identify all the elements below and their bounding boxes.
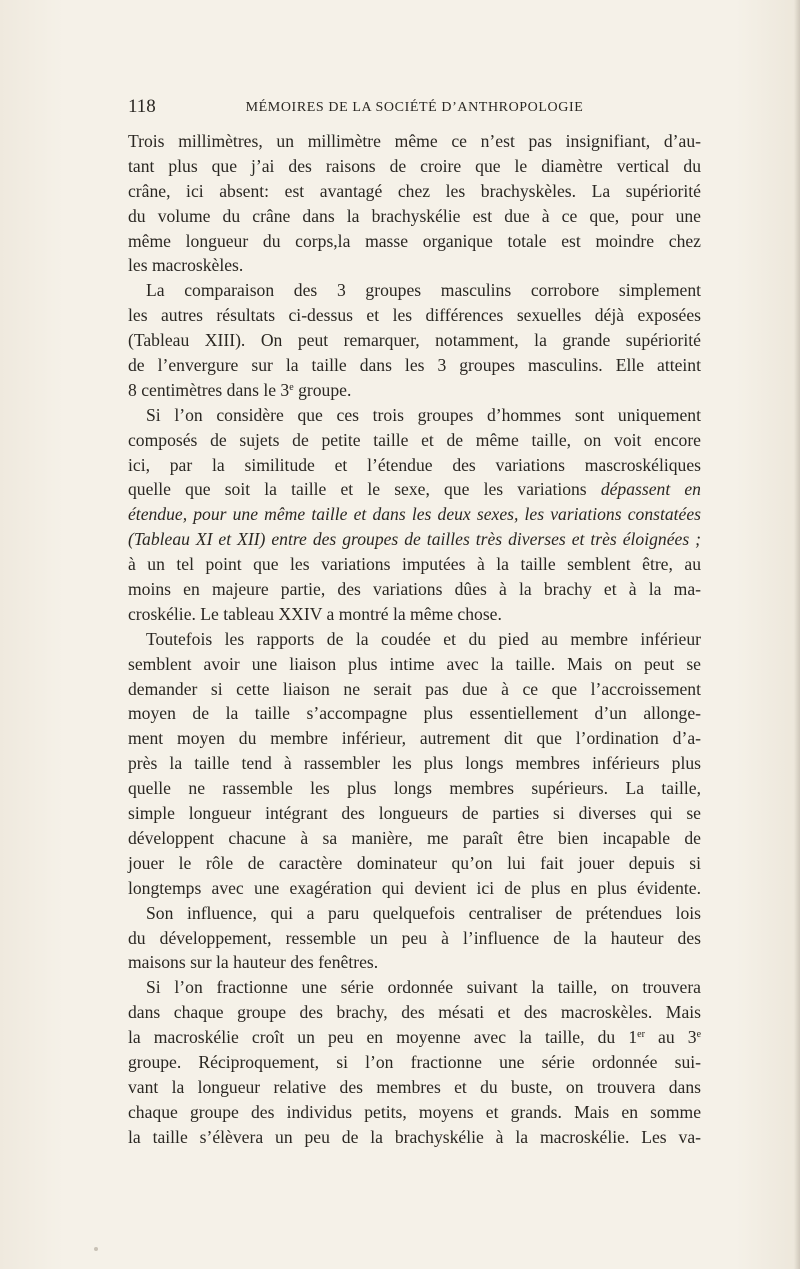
text-line: jouer le rôle de caractère dominateur qu’on lui fait jouer depuis si	[128, 852, 701, 873]
text-line: moyen de la taille s’accompagne plus essentiellement d’un allonge-	[128, 703, 701, 724]
text-fragment: groupe.	[293, 379, 352, 400]
text-line	[128, 378, 701, 403]
text-fragment: quelle que soit la taille et le sexe, que les variations	[128, 479, 601, 500]
text-line: du développement, ressemble un peu à l’influence de la hauteur des	[128, 927, 701, 948]
text-line: ment moyen du membre inférieur, autrement dit que l’ordination d’a-	[128, 728, 701, 749]
text-line: du volume du crâne dans la brachyskélie est due à ce que, pour une	[128, 205, 701, 226]
superscript: e	[696, 1029, 702, 1041]
page-number: 118	[128, 96, 156, 117]
italic-fragment: dépassent en	[600, 479, 701, 500]
text-line: moins en majeure partie, des variations dûes à la brachy et à la ma-	[128, 579, 701, 600]
text-line: chaque groupe des individus petits, moyens et grands. Mais en somme	[128, 1101, 701, 1122]
text-fragment: au 3	[644, 1027, 697, 1048]
text-line: (Tableau XI et XII) entre des groupes de tailles très diverses et très éloignées ;	[128, 529, 701, 550]
running-head	[128, 96, 701, 118]
text-line: maisons sur la hauteur des fenêtres.	[128, 952, 379, 973]
text-line: Si l’on fractionne une série ordonnée suivant la taille, on trouvera	[146, 977, 701, 998]
text-line: simple longueur intégrant des longueurs de parties si diverses qui se	[128, 803, 701, 824]
text-line: de l’envergure sur la taille dans les 3 groupes masculins. Elle atteint	[128, 355, 701, 376]
text-line: Son influence, qui a paru quelquefois centraliser de prétendues lois	[146, 902, 701, 923]
text-fragment: 8 centimètres dans le 3	[128, 379, 290, 400]
text-line: la taille s’élèvera un peu de la brachyskélie à la macroskélie. Les va-	[128, 1126, 701, 1147]
text-line: développent chacune à sa manière, me paraît être bien incapable de	[128, 827, 701, 848]
text-line: près la taille tend à rassembler les plus longs membres inférieurs plus	[128, 753, 701, 774]
text-line: vant la longueur relative des membres et du buste, on trouvera dans	[128, 1076, 701, 1097]
text-line: semblent avoir une liaison plus intime avec la taille. Mais on peut se	[128, 653, 701, 674]
text-line: croskélie. Le tableau XXIV a montré la même chose.	[128, 603, 502, 624]
text-line: longtemps avec une exagération qui devient ici de plus en plus évidente.	[128, 877, 701, 898]
journal-title: MÉMOIRES DE LA SOCIÉTÉ D’ANTHROPOLOGIE	[245, 100, 584, 115]
text-fragment: la macroskélie croît un peu en moyenne avec la taille, du 1	[128, 1027, 638, 1048]
text-line: les autres résultats ci-dessus et les différences sexuelles déjà exposées	[128, 305, 701, 326]
text-line: Toutefois les rapports de la coudée et du pied au membre inférieur	[146, 628, 701, 649]
text-line: Trois millimètres, un millimètre même ce n’est pas insignifiant, d’au-	[128, 131, 701, 151]
text-line: groupe. Réciproquement, si l’on fractionne une série ordonnée sui-	[128, 1051, 701, 1072]
text-line: dans chaque groupe des brachy, des mésati et des macroskèles. Mais	[128, 1002, 701, 1023]
text-line: (Tableau XIII). On peut remarquer, notamment, la grande supériorité	[128, 330, 701, 351]
page-edge-shadow	[794, 0, 800, 1269]
text-line	[128, 1025, 701, 1050]
superscript: er	[637, 1029, 645, 1041]
text-line: les macroskèles.	[128, 255, 244, 276]
text-line: La comparaison des 3 groupes masculins corrobore simplement	[146, 280, 701, 301]
text-line: composés de sujets de petite taille et de même taille, on voit encore	[128, 429, 701, 450]
superscript: e	[289, 381, 294, 393]
text-line: même longueur du corps,la masse organique totale est moindre chez	[128, 230, 701, 251]
body-text	[128, 129, 701, 1150]
text-line: tant plus que j’ai des raisons de croire que le diamètre vertical du	[128, 155, 701, 176]
text-line: demander si cette liaison ne serait pas due à ce que l’accroissement	[128, 678, 701, 699]
text-line: ici, par la similitude et l’étendue des variations mascroskéliques	[128, 454, 701, 475]
text-line: à un tel point que les variations imputées à la taille semblent être, au	[128, 554, 701, 575]
text-line: quelle ne rassemble les plus longs membres supérieurs. La taille,	[128, 778, 701, 799]
text-line: crâne, ici absent: est avantagé chez les brachyskèles. La supériorité	[128, 180, 701, 201]
text-line: Si l’on considère que ces trois groupes d’hommes sont uniquement	[146, 404, 701, 425]
text-line	[128, 477, 701, 502]
text-line: étendue, pour une même taille et dans les deux sexes, les variations constatées	[128, 504, 701, 525]
paper-speck	[94, 1247, 98, 1251]
